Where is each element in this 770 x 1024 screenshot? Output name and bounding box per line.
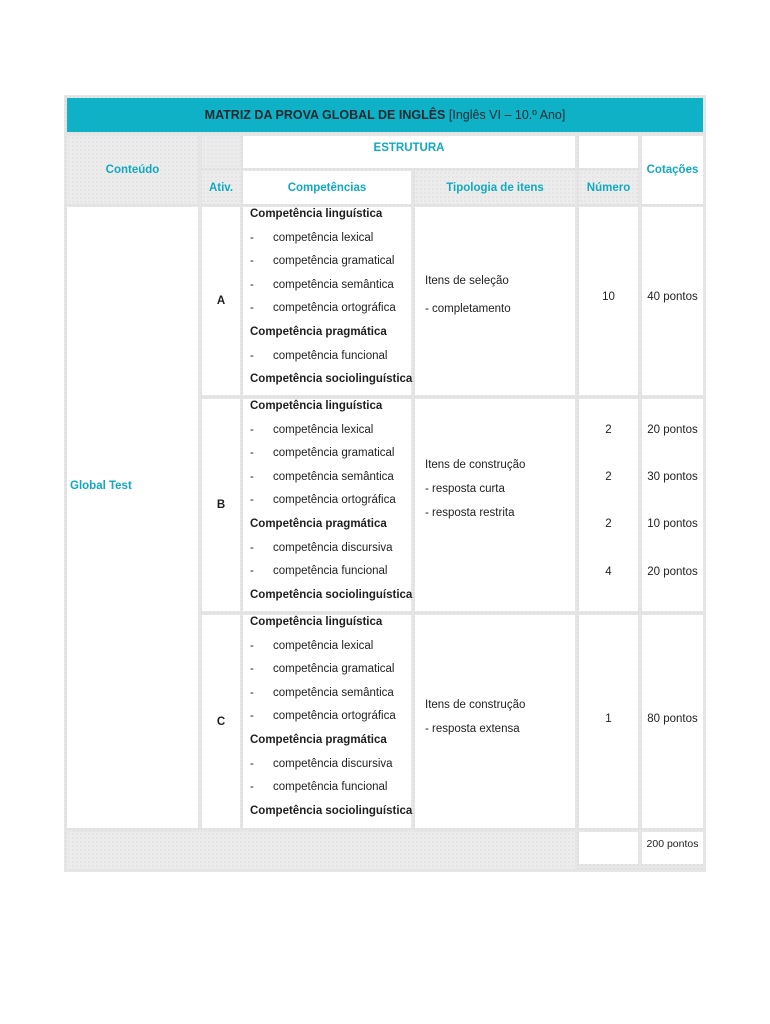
dash-marker: -: [250, 231, 254, 244]
row-a-competencias: [243, 207, 411, 395]
exam-matrix-table: [64, 95, 706, 872]
title-subtitle: [Inglês VI – 10.º Ano]: [445, 108, 566, 122]
title-main: MATRIZ DA PROVA GLOBAL DE INGLÊS: [204, 108, 446, 122]
row-c-cotacao: [642, 615, 703, 828]
dash-marker: -: [250, 423, 254, 436]
row-c-competencias: [243, 615, 411, 828]
header-numero-label: Número: [586, 181, 631, 194]
competence-heading: [250, 589, 412, 601]
competence-heading: [250, 805, 412, 817]
competence-heading: [250, 616, 382, 628]
dash-marker: -: [250, 565, 254, 578]
row-b-cotacao-value: 30 pontos: [647, 471, 698, 483]
dash-marker: -: [250, 470, 254, 483]
competence-item: [250, 494, 396, 506]
competence-item: [250, 424, 373, 436]
header-competencias-label: Competências: [287, 181, 367, 194]
header-blank: [202, 136, 240, 168]
dash-marker: -: [250, 686, 254, 699]
competence-item-text: competência lexical: [273, 231, 374, 244]
header-conteudo-label: Conteúdo: [105, 164, 160, 176]
competence-item-text: competência gramatical: [273, 663, 395, 676]
row-a-cotacao-value: 40 pontos: [647, 291, 698, 303]
row-a-numero: [579, 207, 638, 395]
competence-heading: [250, 400, 382, 412]
competence-item-text: competência funcional: [273, 781, 388, 794]
competence-item: [250, 232, 373, 244]
content-label: Global Test: [70, 480, 132, 492]
competence-heading-text: Competência sociolinguística: [250, 588, 413, 601]
competence-heading: [250, 518, 387, 530]
dash-marker: -: [250, 541, 254, 554]
dash-marker: -: [250, 494, 254, 507]
dash-marker: -: [250, 349, 254, 362]
row-c-tipologia-line: - resposta extensa: [425, 723, 520, 735]
header-estrutura-label: ESTRUTURA: [373, 142, 445, 154]
row-b-cotacao-value: 20 pontos: [647, 424, 698, 436]
competence-item-text: competência semântica: [273, 686, 394, 699]
total-cotacao-value: 200 pontos: [646, 838, 699, 850]
competence-item-text: competência ortográfica: [273, 494, 396, 507]
competence-item: [250, 302, 396, 314]
row-a-numero-value: 10: [602, 291, 615, 303]
dash-marker: -: [250, 663, 254, 676]
competence-heading: [250, 734, 387, 746]
row-c-cotacao-value: 80 pontos: [647, 713, 698, 725]
row-a-tipologia-line: Itens de seleção: [425, 275, 509, 287]
row-a-ativ-label: A: [216, 295, 226, 307]
competence-item-text: competência discursiva: [273, 541, 393, 554]
competence-item-text: competência semântica: [273, 470, 394, 483]
dash-marker: -: [250, 710, 254, 723]
competence-item-text: competência funcional: [273, 565, 388, 578]
dash-marker: -: [250, 255, 254, 268]
row-b-tipologia-line: - resposta curta: [425, 483, 505, 495]
competence-item: [250, 565, 387, 577]
header-estrutura: [243, 136, 575, 168]
competence-item: [250, 279, 394, 291]
header-cotacoes-label: Cotações: [646, 164, 699, 176]
row-b-numero-value: 2: [605, 424, 612, 436]
competence-heading: [250, 326, 387, 338]
total-cotacao: [642, 832, 703, 864]
row-c-numero: [579, 615, 638, 828]
row-c-ativ: [202, 615, 240, 828]
row-c-tipologia: [415, 615, 575, 828]
header-cotacoes: [642, 136, 703, 204]
row-c-tipologia-line: Itens de construção: [425, 699, 526, 711]
table-title: [67, 98, 703, 132]
content-cell: [67, 207, 198, 828]
competence-heading-text: Competência linguística: [250, 208, 383, 220]
row-b-numero: [579, 399, 638, 611]
competence-item-text: competência funcional: [273, 349, 388, 362]
competence-heading-text: Competência linguística: [250, 616, 383, 628]
total-numero: [579, 832, 638, 864]
competence-heading: [250, 373, 412, 385]
row-a-tipologia-line: - completamento: [425, 303, 511, 315]
dash-marker: -: [250, 757, 254, 770]
row-a-ativ: [202, 207, 240, 395]
row-b-numero-value: 2: [605, 471, 612, 483]
header-ativ: [202, 171, 240, 204]
row-b-numero-value: 4: [605, 566, 612, 578]
competence-item-text: competência lexical: [273, 423, 374, 436]
competence-heading-text: Competência sociolinguística: [250, 804, 413, 817]
row-b-tipologia: [415, 399, 575, 611]
header-numero: [579, 171, 638, 204]
competence-heading-text: Competência sociolinguística: [250, 373, 413, 386]
competence-item-text: competência gramatical: [273, 255, 395, 268]
competence-item-text: competência semântica: [273, 278, 394, 291]
competence-item: [250, 640, 373, 652]
header-ativ-label: Ativ.: [208, 181, 234, 194]
dash-marker: -: [250, 781, 254, 794]
row-a-cotacao: [642, 207, 703, 395]
competence-item: [250, 758, 393, 770]
row-a-tipologia: [415, 207, 575, 395]
row-b-cotacao: [642, 399, 703, 611]
competence-heading-text: Competência linguística: [250, 400, 383, 412]
competence-item: [250, 350, 387, 362]
row-b-tipologia-line: - resposta restrita: [425, 507, 515, 519]
row-b-competencias: [243, 399, 411, 611]
row-c-ativ-label: C: [216, 715, 226, 728]
header-blank-2: [579, 136, 638, 168]
competence-item: [250, 447, 394, 459]
row-b-ativ-label: B: [216, 499, 226, 511]
header-competencias: [243, 171, 411, 204]
row-b-cotacao-value: 20 pontos: [647, 566, 698, 578]
competence-item-text: competência gramatical: [273, 447, 395, 460]
competence-item: [250, 663, 394, 675]
competence-item-text: competência ortográfica: [273, 710, 396, 723]
competence-item: [250, 710, 396, 722]
competence-item: [250, 687, 394, 699]
header-tipologia: [415, 171, 575, 204]
competence-heading: [250, 208, 382, 220]
competence-item: [250, 471, 394, 483]
row-b-numero-value: 2: [605, 518, 612, 530]
competence-item: [250, 781, 387, 793]
dash-marker: -: [250, 639, 254, 652]
competence-item-text: competência discursiva: [273, 757, 393, 770]
total-row-blank: [67, 832, 575, 869]
header-tipologia-label: Tipologia de itens: [446, 181, 544, 194]
row-c-numero-value: 1: [605, 713, 612, 725]
row-b-tipologia-line: Itens de construção: [425, 459, 526, 471]
competence-heading-text: Competência pragmática: [250, 518, 387, 530]
competence-item: [250, 255, 394, 267]
dash-marker: -: [250, 302, 254, 315]
competence-item-text: competência lexical: [273, 639, 374, 652]
competence-item-text: competência ortográfica: [273, 302, 396, 315]
dash-marker: -: [250, 278, 254, 291]
header-conteudo: [67, 136, 198, 204]
dash-marker: -: [250, 447, 254, 460]
row-b-ativ: [202, 399, 240, 611]
competence-heading-text: Competência pragmática: [250, 734, 387, 746]
competence-item: [250, 542, 393, 554]
row-b-cotacao-value: 10 pontos: [647, 518, 698, 530]
competence-heading-text: Competência pragmática: [250, 326, 387, 338]
